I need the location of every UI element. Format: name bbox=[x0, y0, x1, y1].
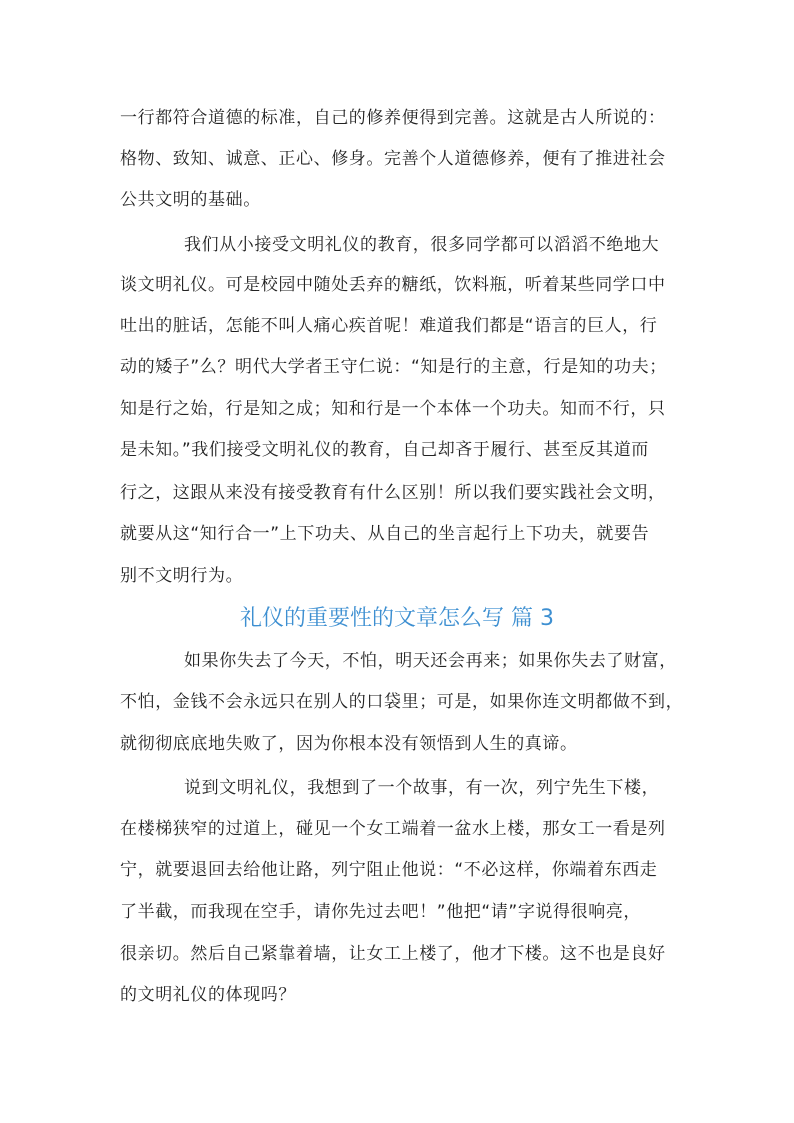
text-line: 很亲切。然后自己紧靠着墙，让女工上楼了，他才下楼。这不也是良好 bbox=[120, 944, 666, 964]
text-line: 行之，这跟从来没有接受教育有什么区别！所以我们要实践社会文明， bbox=[120, 483, 666, 503]
section-heading: 礼仪的重要性的文章怎么写 篇 3 bbox=[240, 606, 554, 631]
text-line: 我们从小接受文明礼仪的教育，很多同学都可以滔滔不绝地大 bbox=[184, 235, 660, 255]
text-line: 不怕，金钱不会永远只在别人的口袋里；可是，如果你连文明都做不到， bbox=[120, 692, 684, 712]
text-line: 如果你失去了今天，不怕，明天还会再来；如果你失去了财富， bbox=[184, 651, 677, 671]
text-line: 知是行之始，行是知之成；知和行是一个本体一个功夫。知而不行，只 bbox=[120, 399, 666, 419]
text-line: 谈文明礼仪。可是校园中随处丢弃的糖纸，饮料瓶，听着某些同学口中 bbox=[120, 275, 666, 295]
text-line: 说到文明礼仪，我想到了一个故事，有一次，列宁先生下楼， bbox=[184, 778, 660, 798]
text-line: 动的矮子”么？明代大学者王守仁说：“知是行的主意，行是知的功夫； bbox=[120, 357, 667, 377]
text-line: 宁，就要退回去给他让路，列宁阻止他说：“不必这样，你端着东西走 bbox=[120, 860, 658, 880]
text-line: 就彻彻底底地失败了，因为你根本没有领悟到人生的真谛。 bbox=[120, 734, 578, 754]
text-line: 是未知。”我们接受文明礼仪的教育，自己却吝于履行、甚至反其道而 bbox=[120, 440, 649, 460]
text-line: 的文明礼仪的体现吗？ bbox=[120, 985, 296, 1005]
text-line: 就要从这“知行合一”上下功夫、从自己的坐言起行上下功夫，就要告 bbox=[120, 524, 650, 544]
text-line: 了半截，而我现在空手，请你先过去吧！”他把“请”字说得很响亮， bbox=[120, 902, 642, 922]
text-line: 别不文明行为。 bbox=[120, 566, 244, 586]
text-line: 吐出的脏话，怎能不叫人痛心疾首呢！难道我们都是“语言的巨人，行 bbox=[120, 316, 658, 336]
text-line: 公共文明的基础。 bbox=[120, 190, 261, 210]
text-line: 格物、致知、诚意、正心、修身。完善个人道德修养，便有了推进社会 bbox=[120, 149, 666, 169]
text-line: 一行都符合道德的标准，自己的修养便得到完善。这就是古人所说的： bbox=[120, 108, 666, 128]
text-line: 在楼梯狭窄的过道上，碰见一个女工端着一盆水上楼，那女工一看是列 bbox=[120, 819, 666, 839]
